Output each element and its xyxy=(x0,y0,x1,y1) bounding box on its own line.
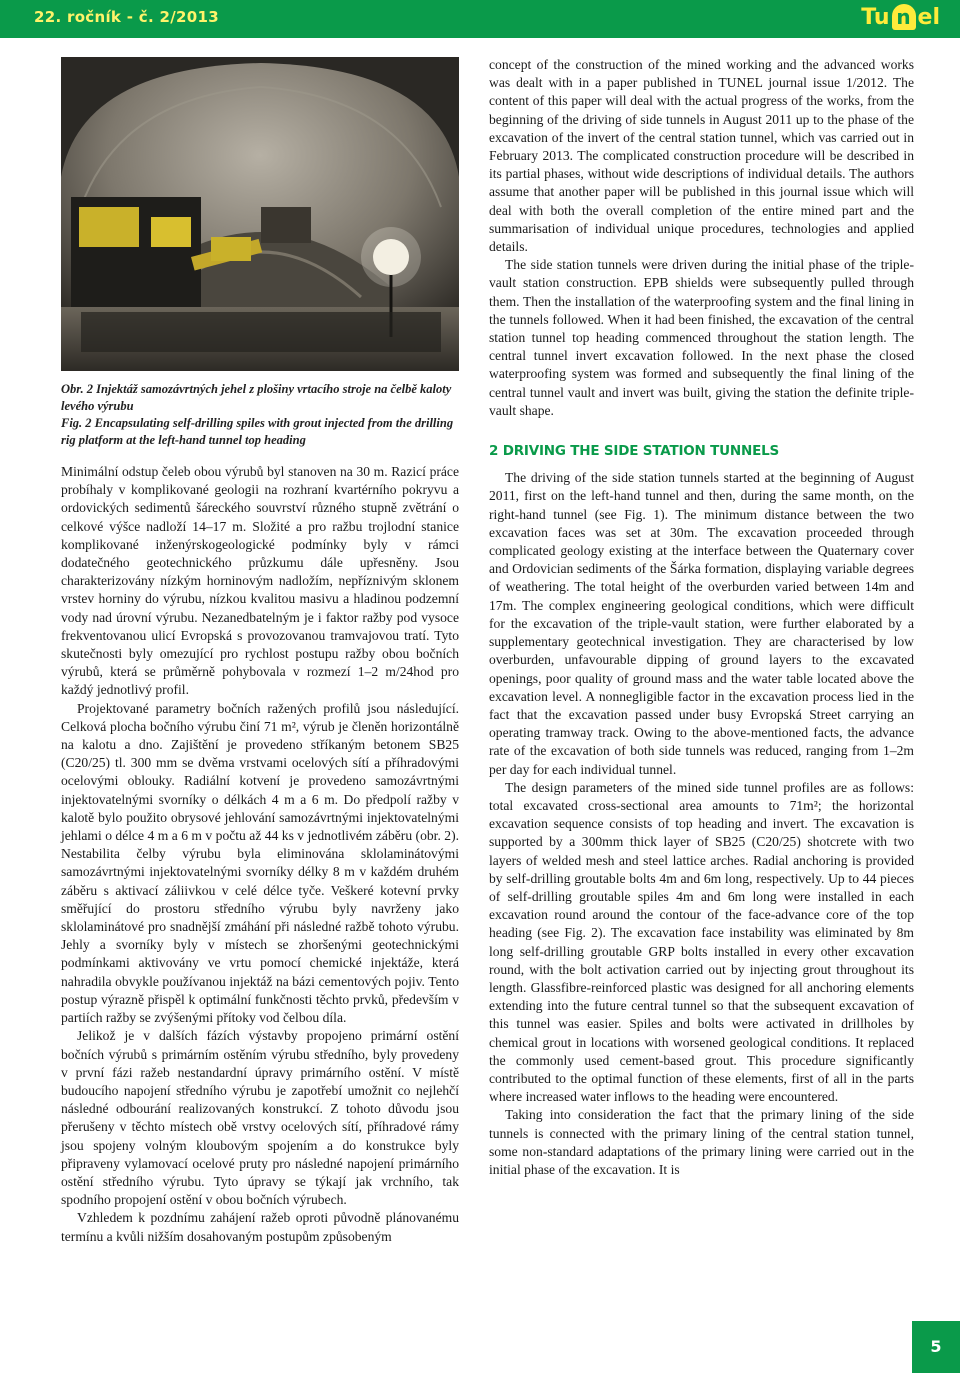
intro-paragraphs xyxy=(489,56,914,420)
right-text-column xyxy=(489,56,914,1179)
left-text-column xyxy=(61,463,459,1246)
tunnel-photo-illustration xyxy=(61,57,459,371)
figure-caption xyxy=(61,381,459,449)
paragraph: Vzhledem k pozdnímu zahájení ražeb oproti původně plánovanému termínu a kvůli nižším dosahovaným postupům způsobeným xyxy=(61,1210,459,1244)
paragraph: The side station tunnels were driven during the initial phase of the triple-vault station construction. EPB shields were subsequently pulled through them. Then the installation of the waterproofing system and the final lining in the tunnels followed. When it had been finished, the excavation of the central station tunnel top heading commenced throughout the station length. The central tunnel invert excavation followed. In the next phase the closed waterproofing system was formed and subsequently the final lining of the central tunnel vault and invert was built, giving the station the definite triple-vault shape. xyxy=(489,257,914,418)
journal-logo xyxy=(861,4,940,30)
logo-text-end: el xyxy=(917,4,940,30)
issue-label: 22. ročník - č. 2/2013 xyxy=(34,8,219,26)
paragraph: The driving of the side station tunnels started at the beginning of August 2011, first on the left-hand tunnel and then, during the same month, on the right-hand tunnel (see Fig. 1). The minimum distance between the two excavation faces was set at 30m. The excavation proceeded through complicated geology existing at the interface between the Quaternary cover and Ordovician sediments of the Šárka formation, displaying variable degrees of weathering. The total height of the overburden varied between 14m and 17m. The complex engineering geological conditions, which were difficult for the excavation of the triple-vault station, were further elaborated by a supplementary geotechnical investigation. They are characterised by low overburden, unfavourable dipping of ground layers to the excavated openings, poor quality of ground mass and the water table located above the excavation level. A nonnegligible factor in the excavation process lied in the fact that the excavation passed under busy Evropská Street carrying an operating tramway track. Owing to the above-mentioned facts, the advance rate of the excavation of both side tunnels was reduced, ranging from 1–2m per day for each individual tunnel. xyxy=(489,470,914,777)
section-paragraphs xyxy=(489,469,914,1179)
tunnel-photo xyxy=(61,57,459,371)
paragraph: Jelikož je v dalších fázích výstavby propojeno primární ostění bočních výrubů s primárním ostěním výrubu středního, byly provedeny v první fázi ražeb nestandardní úpravy primárního ostění. V místě budoucího napojení středního výrubu je zapotřebí umožnit co nejlehčí následné odbourání realizovaných konstrukcí. Z tohoto důvodu jsou přerušeny v těchto místech obě vrstvy ocelových sítí, příhradové rámy jsou spojeny volným kloubovým spojením a do konstrukce byly připraveny vylamovací ocelové pruty pro následné napojení primárního ostění středního výrubu. Tyto úpravy se týkají jak vrchního, tak spodního propojení ostění v obou bočních výrubech. xyxy=(61,1028,459,1208)
paragraph: Taking into consideration the fact that the primary lining of the side tunnels is connected with the primary lining of the central station tunnel, some non-standard adaptations of the primary lining were carried out in the initial phase of the excavation. It is xyxy=(489,1107,914,1177)
page-number: 5 xyxy=(912,1321,960,1373)
page-header xyxy=(0,0,960,38)
paragraph: Minimální odstup čeleb obou výrubů byl stanoven na 30 m. Razicí práce probíhaly v komplikované geologii na rozhraní kvartérního pokryvu a ordovických sedimentů šáreckého souvrství různého stupně zvětrání o celkové výšce nadloží 14–17 m. Složité a pro ražbu trojlodní stanice komplikované inženýrskogeologické podmínky byly v rámci dodatečného geotechnického průzkumu dále upřesněny. Jsou charakterizovány nízkým horninovým nadložím, nepříznivým sklonem vrstev horniny do výrubu, nízkou kvalitou masivu a hladinou podzemní vody nad úrovní výrubu. Nezanedbatelným je i faktor ražby pod vysoce frekventovanou ulicí Evropská s provozovanou tramvajovou tratí. Tyto skutečnosti byly omezující pro rychlost postupu ražby obou bočních výrubů, která se průměrně pohybovala v rozmezí 1–2 m/24hod pro každý jednotlivý profil. xyxy=(61,464,459,698)
paragraph: Projektované parametry bočních ražených profilů jsou následující. Celková plocha bočního výrubu činí 71 m², výrub je členěn horizontálně na kalotu a dno. Zajištění je provedeno stříkaným betonem SB25 (C20/25) tl. 300 mm se dvěma vrstvami ocelových sítí a příhradovými ocelovými oblouky. Radiální kotvení je provedeno samozávrtnými injektovatelnými svorníky o délkách 4 m a 6 m. Do předpolí ražby v kalotě bylo použito obrysové jehlování samozávrtnými injektovatelnými jehlami o délce 4 m a 6 m v počtu až 44 ks v jednotlivém záběru (obr. 2). Nestabilita čelby výrubu byla eliminována sklolaminátovými samozávrtnými injektovatelnými svorníky délky 8 m v každém druhém záběru s aktivací záliivkou v celé délce tyče. Veškeré kotevní prvky směřující do prostoru středního výrubu byly navrženy jako sklolaminátové pro snadnější zmáhání při následné ražbě tohoto výrubu. Jehly a svorníky byly v místech se zhoršenými geotechnickými podmínkami aktivovány ve vrtu pomocí chemické injektáže, která nahradila obvykle používanou injektáž na bázi cementových pojiv. Tento postup výrazně přispěl k optimální funkčnosti těchto prvků, především v partiích ražby se zvýšenými přítoky vod čelbou díla. xyxy=(61,700,459,1026)
logo-text-start: Tu xyxy=(861,4,890,30)
paragraph: The design parameters of the mined side tunnel profiles are as follows: total excavated cross-sectional area amounts to 71m²; the horizontal excavation sequence consists of top heading and invert. The excavation is supported by a 300mm thick layer of SB25 (C20/25) shotcrete with two layers of welded mesh and steel lattice arches. Radial anchoring is provided by self-drilling groutable bolts 4m and 6m long, respectively. Up to 44 pieces of self-drilling groutable spiles 4m and 6m long were installed in each excavation round around the contour of the face-advance core of the top heading (see Fig. 2). The excavation face instability was eliminated by 8m long self-drilling groutable GRP bolts installed in every other excavation round, with the bolt activation carried out by injecting grout throughout its length. Glassfibre-reinforced plastic was designed for all anchoring elements extending into the future central tunnel so that the subsequent excavation of this tunnel was easier. Spiles and bolts were activated in drillholes by chemical grout in locations with worsened geological conditions. It replaced the commonly used cement-based grout. This procedure significantly contributed to the optimal function of these elements, first of all in the parts where increased water inflows to the heading were encountered. xyxy=(489,779,914,1105)
paragraph: concept of the construction of the mined working and the advanced works was dealt with in a paper published in TUNEL journal issue 1/2012. The content of this paper will deal with the actual progress of the works, from the beginning of the driving of side tunnels in August 2011 up to the phase of the excavation of the invert of the central station tunnel, which vas carried out in February 2013. The complicated construction procedure will be described in its partial phases, without wide descriptions of individual details. The authors assume that another paper will be published in this journal issue which will deal with both the overall completion of the entire mined part and the summarisation of individual unique procedures, technologies and applied details. xyxy=(489,57,914,255)
caption-czech: Obr. 2 Injektáž samozávrtných jehel z plošiny vrtacího stroje na čelbě kaloty levého výrubu xyxy=(61,382,452,413)
caption-english: Fig. 2 Encapsulating self-drilling spiles with grout injected from the drilling rig platform at the left-hand tunnel top heading xyxy=(61,416,454,447)
logo-emblem-letter: n xyxy=(892,4,916,30)
section-heading: 2 DRIVING THE SIDE STATION TUNNELS xyxy=(489,443,780,460)
